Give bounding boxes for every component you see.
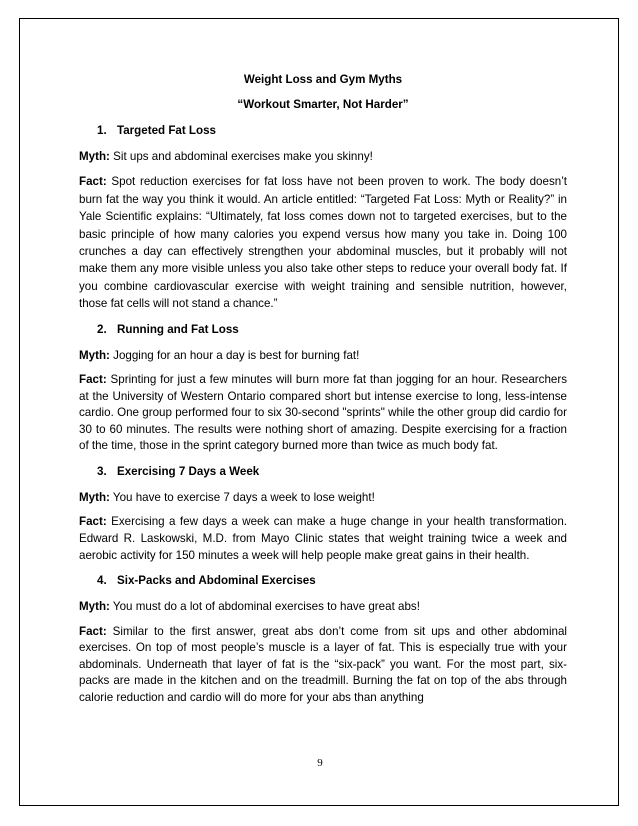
section-title: Six-Packs and Abdominal Exercises	[117, 574, 316, 588]
myth-text: You have to exercise 7 days a week to lose weight!	[109, 491, 375, 505]
myth-text: You must do a lot of abdominal exercises to have great abs!	[109, 600, 420, 614]
myth-label: Myth:	[79, 150, 110, 163]
section-heading-1	[97, 122, 567, 140]
myth-paragraph-1	[79, 148, 567, 165]
section-heading-2	[97, 321, 567, 339]
myth-label: Myth:	[79, 348, 110, 362]
fact-label: Fact:	[79, 373, 107, 387]
myth-paragraph-2	[79, 347, 567, 364]
fact-text: Spot reduction exercises for fat loss have not been proven to work. The body doesn’t burn fat the way you think it would. An article entitled: “Targeted Fat Loss: Myth or Reality?” in Yale Scientific explains: “Ultimately, fat loss comes down not to targeted exercises, but to the basic principle of how many calories you expend versus how many you take in. Doing 100 crunches a day can effectively strengthen your abdominal muscles, but it probably will not make them any more visible unless you also take other steps to reduce your overall body fat. If you combine cardiovascular exercise with weight training and sensible nutrition, however, those fat cells will not stand a chance.”	[79, 175, 567, 311]
page-number: 9	[317, 757, 323, 769]
section-heading-4	[97, 572, 567, 590]
fact-text: Sprinting for just a few minutes will burn more fat than jogging for an hour. Researchers at the University of Western Ontario compared short but intense exercise to long, less-intense cardio. One group performed four to six 30-second "sprints" while the other group did cardio for 30 to 60 minutes. The results were nothing short of amazing. Despite exercising for a fraction of the time, those in the sprint category burned more than twice as much body fat.	[79, 373, 567, 453]
page-content	[79, 71, 567, 707]
myth-paragraph-3	[79, 489, 567, 506]
document-page	[19, 18, 619, 806]
myth-label: Myth:	[79, 600, 110, 614]
section-number: 1.	[97, 124, 107, 137]
myth-paragraph-4	[79, 598, 567, 615]
myth-text: Sit ups and abdominal exercises make you skinny!	[109, 150, 373, 163]
document-subtitle: “Workout Smarter, Not Harder”	[237, 98, 409, 111]
fact-paragraph-3	[79, 514, 567, 564]
fact-label: Fact:	[79, 175, 107, 189]
myth-label: Myth:	[79, 491, 110, 505]
myth-text: Jogging for an hour a day is best for burning fat!	[109, 348, 360, 362]
section-title: Targeted Fat Loss	[117, 124, 216, 137]
fact-label: Fact:	[79, 515, 107, 529]
fact-label: Fact:	[79, 624, 107, 638]
fact-paragraph-4	[79, 624, 567, 707]
fact-text: Similar to the first answer, great abs don’t come from sit ups and other abdominal exercises. On top of most people’s muscle is a layer of fat. This is especially true with your abdominals. Underneath that layer of fat is the “six-pack” you want. For the most part, six-packs are made in the kitchen and on the treadmill. Burning the fat on top of the abs through calorie reduction and cardio will do more for your abs than anything	[79, 624, 567, 704]
section-number: 4.	[97, 574, 107, 588]
section-heading-3	[97, 463, 567, 481]
fact-paragraph-1	[79, 173, 567, 312]
fact-paragraph-2	[79, 372, 567, 455]
section-title: Running and Fat Loss	[117, 322, 239, 336]
section-number: 2.	[97, 322, 107, 336]
fact-text: Exercising a few days a week can make a huge change in your health transformation. Edward R. Laskowski, M.D. from Mayo Clinic states that weight training twice a week and aerobic activity for 150 minutes a week will help people make great gains in their health.	[79, 515, 567, 562]
document-title: Weight Loss and Gym Myths	[243, 73, 403, 86]
section-title: Exercising 7 Days a Week	[117, 465, 260, 479]
section-number: 3.	[97, 465, 107, 479]
